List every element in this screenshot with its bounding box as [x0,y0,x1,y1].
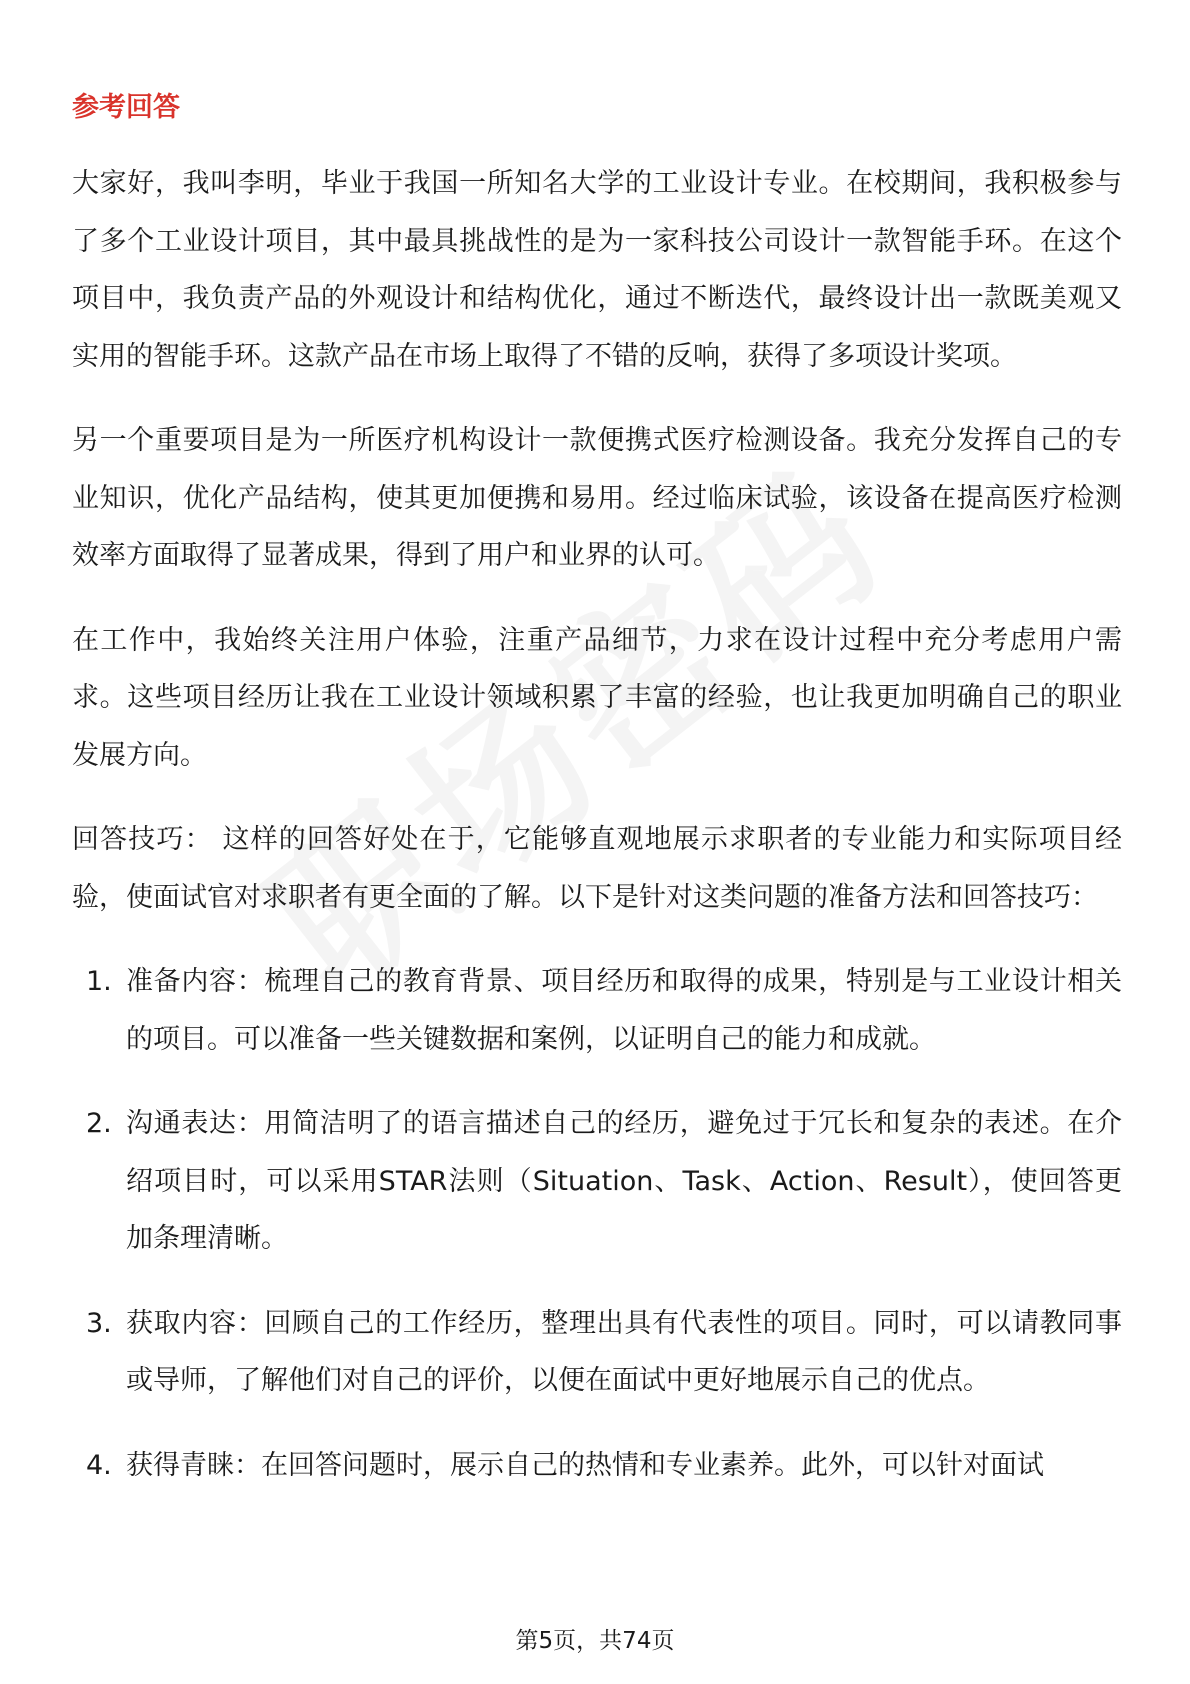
paragraph-tips: 回答技巧： 这样的回答好处在于，它能够直观地展示求职者的专业能力和实际项目经验，使面试官对求职者有更全面的了解。以下是针对这类问题的准备方法和回答技巧： [72,824,1122,913]
tips-list [72,953,1122,1494]
page-footer: 第5页，共74页 [515,1628,675,1654]
paragraph-intro: 大家好，我叫李明，毕业于我国一所知名大学的工业设计专业。在校期间，我积极参与了多个工业设计项目，其中最具挑战性的是为一家科技公司设计一款智能手环。在这个项目中，我负责产品的外观设计和结构优化，通过不断迭代，最终设计出一款既美观又实用的智能手环。这款产品在市场上取得了不错的反响，获得了多项设计奖项。 [72,168,1122,372]
list-item [72,1095,1122,1268]
list-text: 准备内容：梳理自己的教育背景、项目经历和取得的成果，特别是与工业设计相关的项目。可以准备一些关键数据和案例，以证明自己的能力和成就。 [126,966,1122,1055]
paragraph-project: 另一个重要项目是为一所医疗机构设计一款便携式医疗检测设备。我充分发挥自己的专业知识，优化产品结构，使其更加便携和易用。经过临床试验，该设备在提高医疗检测效率方面取得了显著成果，得到了用户和业界的认可。 [72,425,1122,571]
list-text: 获得青睐：在回答问题时，展示自己的热情和专业素养。此外，可以针对面试 [126,1449,1044,1481]
list-item [72,1437,1122,1495]
list-number: 3. [86,1307,112,1339]
list-text: 获取内容：回顾自己的工作经历，整理出具有代表性的项目。同时，可以请教同事或导师，了解他们对自己的评价，以便在面试中更好地展示自己的优点。 [126,1307,1122,1396]
list-number: 2. [86,1108,112,1139]
paragraph-work: 在工作中，我始终关注用户体验，注重产品细节，力求在设计过程中充分考虑用户需求。这些项目经历让我在工业设计领域积累了丰富的经验，也让我更加明确自己的职业发展方向。 [72,624,1122,771]
list-number: 1. [86,966,112,997]
list-item [72,1295,1122,1410]
list-text: 沟通表达：用简洁明了的语言描述自己的经历，避免过于冗长和复杂的表述。在介绍项目时，可以采用STAR法则（Situation、Task、Action、Result），使回答更加条理清晰。 [126,1108,1123,1254]
content-body [72,155,1122,1521]
list-item [72,953,1122,1068]
section-heading: 参考回答 [72,92,180,123]
list-number: 4. [86,1449,112,1481]
